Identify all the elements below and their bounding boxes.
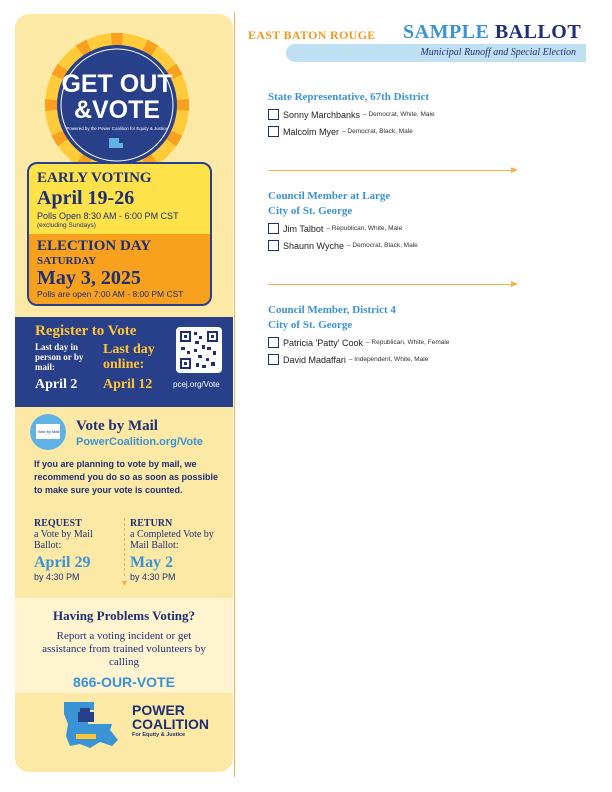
register-title: Register to Vote bbox=[35, 323, 137, 339]
power-coalition-subtitle: For Equity & Justice bbox=[132, 732, 186, 738]
gotv-line-2: &VOTE bbox=[73, 96, 161, 124]
power-coalition-wordmark bbox=[132, 703, 209, 731]
candidate-details: – Democrat, Black, Male bbox=[342, 128, 413, 135]
return-title: RETURN bbox=[130, 518, 173, 529]
return-date: May 2 bbox=[130, 554, 174, 571]
down-arrow-icon: ▼ bbox=[120, 578, 129, 588]
divider-arrow-icon bbox=[511, 281, 518, 287]
checkbox[interactable] bbox=[268, 240, 279, 251]
column-divider bbox=[234, 12, 235, 777]
election-day-date: May 3, 2025 bbox=[37, 267, 141, 289]
envelope-icon bbox=[30, 414, 66, 450]
problems-panel bbox=[15, 598, 233, 693]
register-to-vote-panel bbox=[15, 317, 233, 407]
election-day-box bbox=[27, 234, 212, 306]
register-online-date: April 12 bbox=[103, 377, 153, 392]
vote-by-mail-title: Vote by Mail bbox=[76, 418, 158, 434]
candidate-row[interactable] bbox=[268, 335, 449, 350]
race-council-district-4 bbox=[268, 303, 449, 367]
checkbox[interactable] bbox=[268, 109, 279, 120]
race-council-at-large bbox=[268, 189, 418, 253]
early-voting-box bbox=[27, 162, 212, 236]
race-title: State Representative, 67th District bbox=[268, 91, 430, 103]
request-title: REQUEST bbox=[34, 518, 82, 529]
request-block bbox=[34, 518, 122, 582]
election-day-title: ELECTION DAY bbox=[37, 238, 152, 254]
register-url[interactable]: pcej.org/Vote bbox=[173, 380, 220, 389]
subtitle-bar bbox=[286, 44, 586, 62]
get-out-the-vote-badge bbox=[42, 30, 192, 180]
ballot-title bbox=[403, 21, 581, 44]
dashed-divider bbox=[124, 518, 126, 576]
candidate-row[interactable] bbox=[268, 221, 418, 236]
gotv-tagline: Powered by the Power Coalition for Equity & Justice bbox=[66, 126, 168, 131]
request-date: April 29 bbox=[34, 554, 91, 571]
candidate-row[interactable] bbox=[268, 124, 435, 139]
early-voting-title: EARLY VOTING bbox=[37, 170, 152, 186]
return-text: a Completed Vote by Mail Ballot: bbox=[130, 529, 214, 551]
candidate-name: Shaunn Wyche bbox=[283, 240, 344, 251]
envelope-label: Vote by Mail bbox=[37, 429, 60, 434]
ballot-title-a: SAMPLE bbox=[403, 21, 490, 43]
candidate-details: – Democrat, White, Male bbox=[363, 111, 435, 118]
election-subtitle: Municipal Runoff and Special Election bbox=[420, 47, 576, 58]
candidate-details: – Democrat, Black, Male bbox=[346, 242, 418, 249]
parish-name: EAST BATON ROUGE bbox=[248, 28, 376, 42]
early-voting-note: (excluding Sundays) bbox=[37, 222, 96, 229]
candidate-name: Malcolm Myer bbox=[283, 126, 340, 137]
election-day-weekday: SATURDAY bbox=[37, 255, 97, 267]
power-line-2: COALITION bbox=[132, 716, 209, 732]
candidate-name: Jim Talbot bbox=[283, 223, 324, 234]
ballot-title-b: BALLOT bbox=[494, 21, 582, 43]
hotline-number[interactable]: 866-OUR-VOTE bbox=[73, 674, 175, 690]
race-state-representative bbox=[268, 90, 435, 139]
candidate-details: – Republican, White, Female bbox=[365, 339, 450, 346]
election-day-hours: Polls are open 7:00 AM - 8:00 PM CST bbox=[37, 289, 184, 299]
checkbox[interactable] bbox=[268, 337, 279, 348]
section-divider bbox=[268, 284, 516, 285]
candidate-details: – Republican, White, Male bbox=[326, 225, 403, 232]
candidate-row[interactable] bbox=[268, 238, 418, 253]
request-time: by 4:30 PM bbox=[34, 572, 80, 582]
qr-code-icon bbox=[176, 327, 222, 373]
candidate-name: David Madaffari bbox=[283, 354, 346, 365]
divider-arrow-icon bbox=[511, 167, 518, 173]
candidate-row[interactable] bbox=[268, 352, 449, 367]
candidate-name: Sonny Marchbanks bbox=[283, 109, 361, 120]
power-line-1: POWER bbox=[132, 702, 185, 718]
early-voting-dates: April 19-26 bbox=[37, 187, 135, 209]
candidate-details: – Independent, White, Male bbox=[348, 356, 429, 363]
race-title: Council Member, District 4 bbox=[268, 304, 396, 316]
vote-by-mail-body: If you are planning to vote by mail, we recommend you do so as soon as possible to make sure your vote is counted. bbox=[34, 459, 219, 495]
race-subtitle: City of St. George bbox=[268, 319, 353, 331]
vote-by-mail-url[interactable]: PowerCoalition.org/Vote bbox=[76, 436, 203, 448]
race-subtitle: City of St. George bbox=[268, 205, 353, 217]
register-mail-date: April 2 bbox=[35, 377, 78, 392]
early-voting-hours: Polls Open 8:30 AM - 6:00 PM CST bbox=[37, 211, 179, 221]
return-time: by 4:30 PM bbox=[130, 572, 176, 582]
register-online-label: Last day online: bbox=[103, 342, 155, 372]
section-divider bbox=[268, 170, 516, 171]
problems-title: Having Problems Voting? bbox=[52, 608, 196, 623]
checkbox[interactable] bbox=[268, 126, 279, 137]
register-mail-label: Last day in person or by mail: bbox=[35, 342, 84, 372]
return-block bbox=[130, 518, 230, 582]
gotv-line-1: GET OUT bbox=[61, 70, 173, 98]
candidate-name: Patricia 'Patty' Cook bbox=[283, 337, 363, 348]
race-title: Council Member at Large bbox=[268, 190, 391, 202]
request-text: a Vote by Mail Ballot: bbox=[34, 529, 93, 551]
checkbox[interactable] bbox=[268, 223, 279, 234]
problems-body: Report a voting incident or get assistance from trained volunteers by calling bbox=[42, 630, 206, 668]
checkbox[interactable] bbox=[268, 354, 279, 365]
candidate-row[interactable] bbox=[268, 107, 435, 122]
louisiana-fist-logo-icon bbox=[60, 700, 124, 752]
